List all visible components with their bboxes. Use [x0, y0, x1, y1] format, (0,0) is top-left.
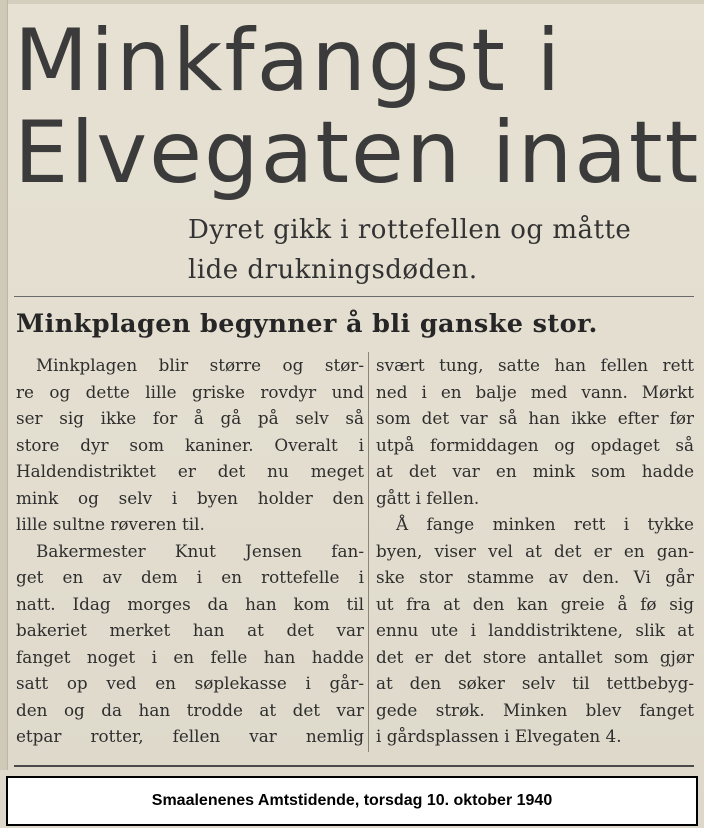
text-line: fanget noget i en felle han hadde — [16, 646, 364, 667]
text-line: mink og selv i byen holder den — [16, 487, 364, 508]
clipping-top-edge — [0, 0, 704, 4]
source-caption-box — [6, 776, 698, 826]
clipping-left-edge — [0, 0, 8, 770]
headline-line-1: Minkfangst i — [14, 11, 563, 111]
column-divider — [368, 352, 369, 752]
text-line: som det var så han ikke efter før — [376, 408, 694, 428]
text-line: lille sultne røveren til. — [16, 514, 205, 534]
text-line: ned i en balje med vann. Mørkt — [376, 381, 694, 402]
text-line: ske stor stamme av den. Vi går — [376, 567, 694, 587]
text-line: byen, viser vel at det er en gan- — [376, 540, 694, 561]
text-line: Minkplagen blir større og stør- — [36, 355, 364, 375]
divider-rule-top — [14, 296, 694, 297]
text-line: Å fange minken rett i tykke — [396, 514, 694, 534]
text-line: gått i fellen. — [376, 487, 480, 508]
subheadline-line-2: lide drukningsdøden. — [188, 255, 478, 285]
text-line: satt op ved en søplekasse i går- — [16, 673, 364, 693]
text-line: gede strøk. Minken blev fanget — [376, 699, 694, 720]
text-line: re og dette lille griske rovdyr und — [16, 381, 364, 402]
subheadline-line-1: Dyret gikk i rottefellen og måtte — [188, 215, 632, 245]
text-line: Bakermester Knut Jensen fan- — [36, 540, 364, 561]
text-line: ennu ute i landdistriktene, slik at — [376, 620, 694, 640]
text-line: bakeriet merket han at det var — [16, 620, 364, 640]
text-line: det er det store antallet som gjør — [376, 646, 694, 667]
text-line: ser sig ikke for å gå på selv så — [16, 408, 364, 428]
text-line: at det var en mink som hadde — [376, 461, 694, 481]
text-line: ut fra at den kan greie å fø sig — [376, 593, 694, 614]
text-line: etpar rotter, fellen var nemlig — [16, 726, 364, 746]
text-line: utpå formiddagen og opdaget så — [376, 434, 694, 455]
article-column-right — [376, 352, 694, 750]
source-caption: Smaalenenes Amtstidende, torsdag 10. oktober 1940 — [151, 792, 553, 809]
text-line: get en av dem i en rottefelle i — [16, 567, 364, 587]
text-line: at den søker selv til tettbebyg- — [376, 673, 694, 693]
subheadline — [188, 210, 698, 290]
section-heading: Minkplagen begynner å bli ganske stor. — [16, 309, 598, 339]
article-column-left — [16, 352, 364, 750]
divider-rule-bottom — [14, 765, 694, 767]
text-line: Haldendistriktet er det nu meget — [16, 461, 364, 481]
text-line: natt. Idag morges da han kom til — [16, 593, 364, 614]
text-line: store dyr som kaniner. Overalt i — [16, 434, 364, 455]
headline-line-2: Elvegaten inatt — [14, 103, 701, 203]
text-line: svært tung, satte han fellen rett — [376, 355, 694, 375]
text-line: den og da han trodde at det var — [16, 699, 364, 720]
text-line: i gårdsplassen i Elvegaten 4. — [376, 726, 622, 746]
